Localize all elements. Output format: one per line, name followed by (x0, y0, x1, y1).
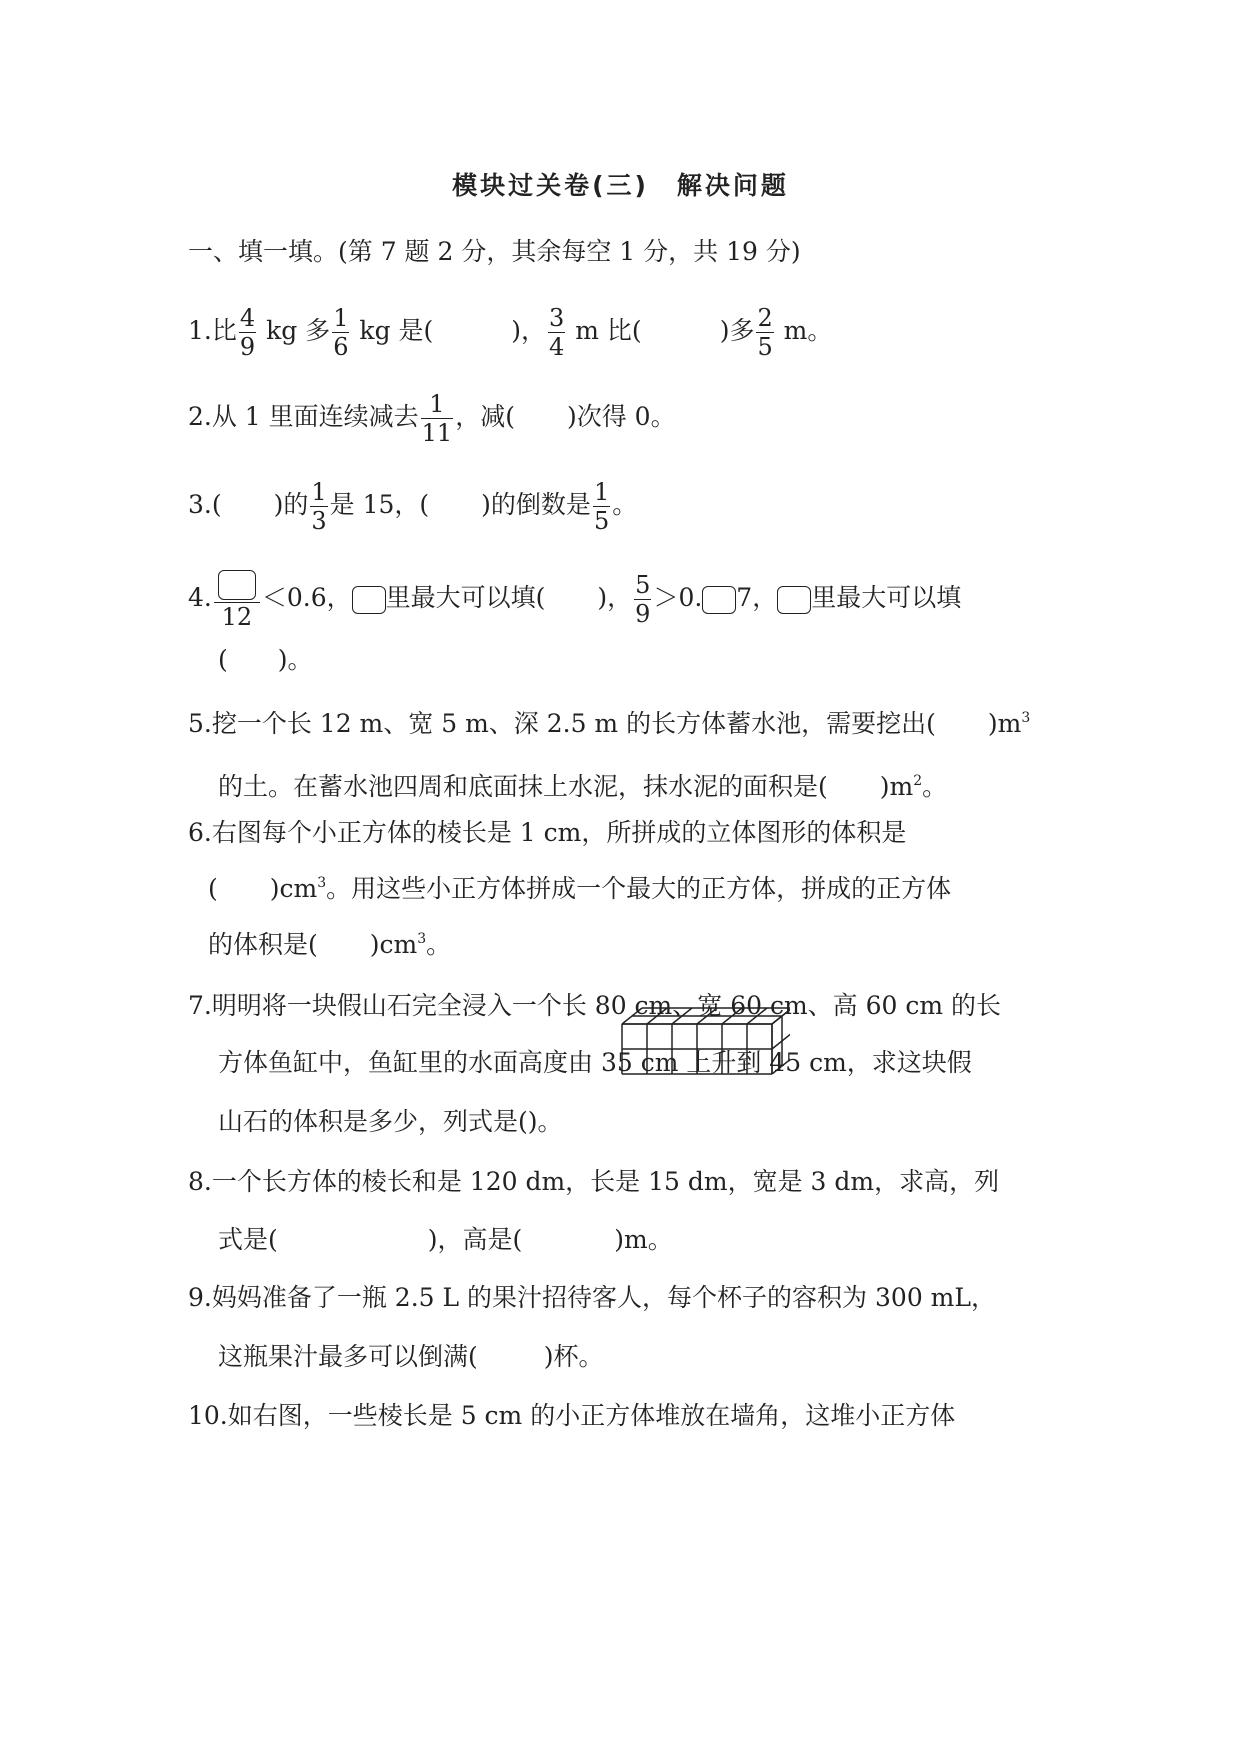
fraction: $\frac{4}{9}$ (239, 304, 256, 361)
page-title: 模块过关卷(三) 解决问题 (452, 171, 789, 200)
section-heading: 一、填一填。(第 7 题 2 分，其余每空 1 分，共 19 分) (188, 237, 801, 266)
fraction: $\frac{1}{6}$ (333, 304, 349, 361)
fraction: $\frac{3}{4}$ (549, 304, 565, 361)
empty-box (218, 570, 256, 600)
fraction: $\frac{1}{3}$ (311, 478, 327, 535)
fraction: $\frac{5}{9}$ (635, 571, 651, 628)
question-6-line-3: 的体积是( )$cm^3$。 (208, 930, 452, 959)
question-7: 7.明明将一块假山石完全浸入一个长 80 cm、宽 60 cm、高 60 cm 的长 (188, 991, 1002, 1020)
fraction-with-box: 12 (214, 568, 260, 631)
empty-box (702, 586, 736, 614)
empty-box (777, 586, 811, 614)
question-2: 2.从 1 里面连续减去 $\frac{1}{11}$ ，减( )次得 0。 (188, 390, 676, 447)
question-6-line-2: ( )$cm^3$。用这些小正方体拼成一个最大的正方体，拼成的正方体 (208, 874, 952, 903)
fraction: $\frac{1}{5}$ (593, 478, 610, 535)
question-3: 3.( )的 $\frac{1}{3}$ 是 15，( )的倒数是 $\frac{1}{5}$ 。 (188, 478, 638, 535)
question-4-line-2: ( )。 (218, 645, 313, 674)
empty-box (352, 586, 386, 614)
question-5: 5.挖一个长 12 m、宽 5 m、深 2.5 m 的长方体蓄水池，需要挖出( )$m^3$ (188, 709, 1031, 738)
fraction: $\frac{1}{11}$ (421, 390, 453, 447)
question-7-line-3: 山石的体积是多少，列式是()。 (218, 1107, 563, 1136)
question-1: 1.比 $\frac{4}{9}$ kg 多 $\frac{1}{6}$ kg 是( )， $\frac{3}{4}$ m 比( )多 $\frac{2}{5}$ m。 (188, 304, 833, 361)
question-8-line-2: 式是( )，高是( )m。 (218, 1225, 673, 1254)
question-7-line-2: 方体鱼缸中，鱼缸里的水面高度由 35 cm 上升到 45 cm，求这块假 (218, 1048, 972, 1077)
question-8: 8.一个长方体的棱长和是 120 dm，长是 15 dm，宽是 3 dm，求高，列 (188, 1167, 1000, 1196)
question-10: 10.如右图，一些棱长是 5 cm 的小正方体堆放在墙角，这堆小正方体 (188, 1401, 956, 1430)
question-5-line-2: 的土。在蓄水池四周和底面抹上水泥，抹水泥的面积是( )$m^2$。 (218, 772, 948, 801)
question-9: 9.妈妈准备了一瓶 2.5 L 的果汁招待客人，每个杯子的容积为 300 mL， (188, 1283, 996, 1312)
question-6: 6.右图每个小正方体的棱长是 1 cm，所拼成的立体图形的体积是 (188, 818, 907, 847)
fraction: $\frac{2}{5}$ (757, 304, 773, 361)
question-9-line-2: 这瓶果汁最多可以倒满( )杯。 (218, 1342, 604, 1371)
question-4: 4. 12 ＜0.6， 里最大可以填( )， $\frac{5}{9}$ ＞0. 7， 里最大可以填 (188, 568, 961, 631)
